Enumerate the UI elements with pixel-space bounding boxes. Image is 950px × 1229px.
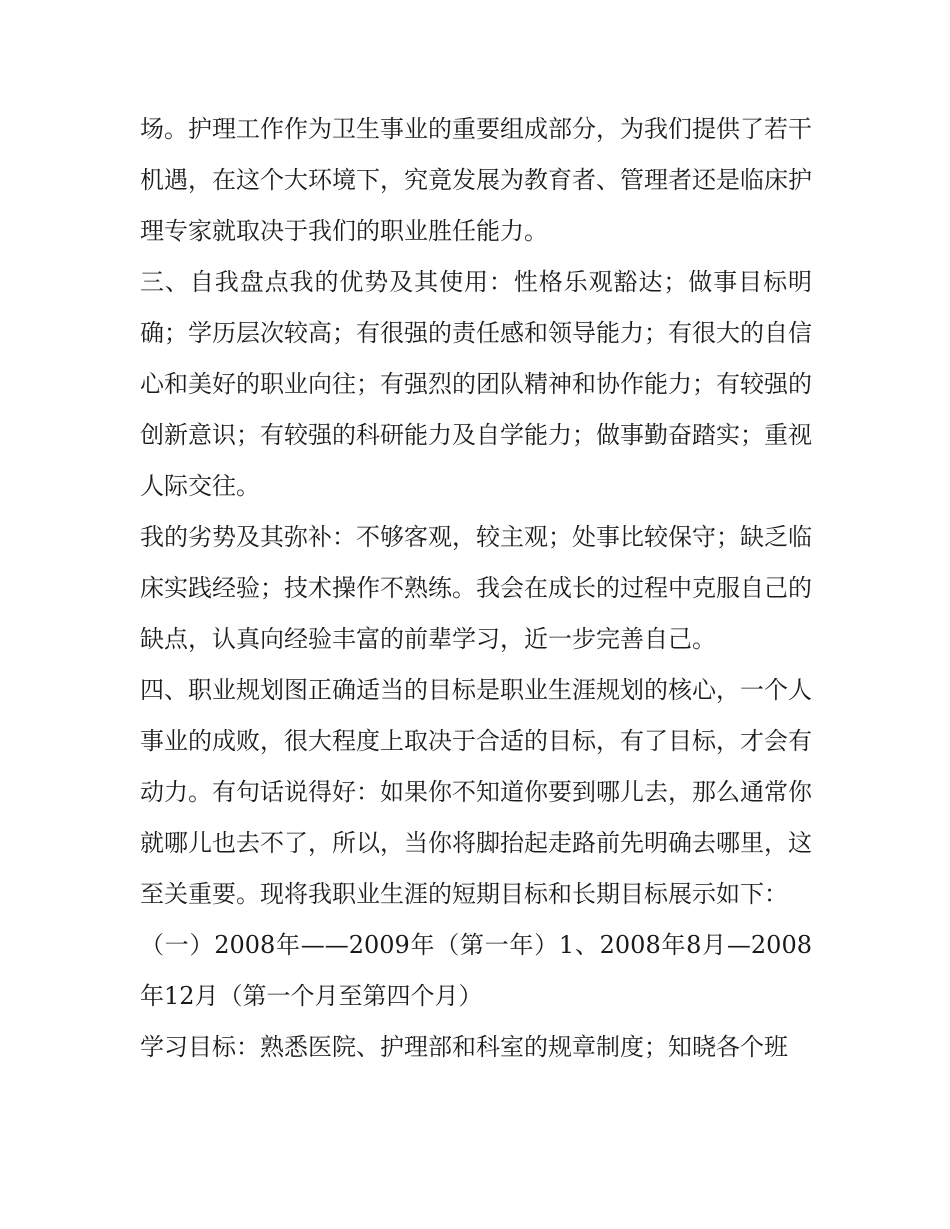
- document-body: [140, 104, 812, 1073]
- paragraph-strengths: 三、自我盘点我的优势及其使用：性格乐观豁达；做事目标明确；学历层次较高；有很强的责任感和领导能力；有很大的自信心和美好的职业向往；有强烈的团队精神和协作能力；有较强的创新意识；有较强的科研能力及自学能力；做事勤奋踏实；重视人际交往。: [140, 268, 812, 500]
- paragraph-first-year-heading: （一）2008年——2009年（第一年）1、2008年8月—2008年12月（第一个月至第四个月）: [140, 931, 812, 1010]
- paragraph-weaknesses: 我的劣势及其弥补：不够客观，较主观；处事比较保守；缺乏临床实践经验；技术操作不熟练。我会在成长的过程中克服自己的缺点，认真向经验丰富的前辈学习，近一步完善自己。: [140, 523, 812, 653]
- paragraph-learning-goals: 学习目标：熟悉医院、护理部和科室的规章制度；知晓各个班: [140, 1033, 788, 1061]
- paragraph-career-plan: 四、职业规划图正确适当的目标是职业生涯规划的核心，一个人事业的成败，很大程度上取决于合适的目标，有了目标，才会有动力。有句话说得好：如果你不知道你要到哪儿去，那么通常你就哪儿也去不了，所以，当你将脚抬起走路前先明确去哪里，这至关重要。现将我职业生涯的短期目标和长期目标展示如下：: [140, 676, 812, 908]
- paragraph-career-context: 场。护理工作作为卫生事业的重要组成部分，为我们提供了若干机遇，在这个大环境下，究竟发展为教育者、管理者还是临床护理专家就取决于我们的职业胜任能力。: [140, 115, 812, 245]
